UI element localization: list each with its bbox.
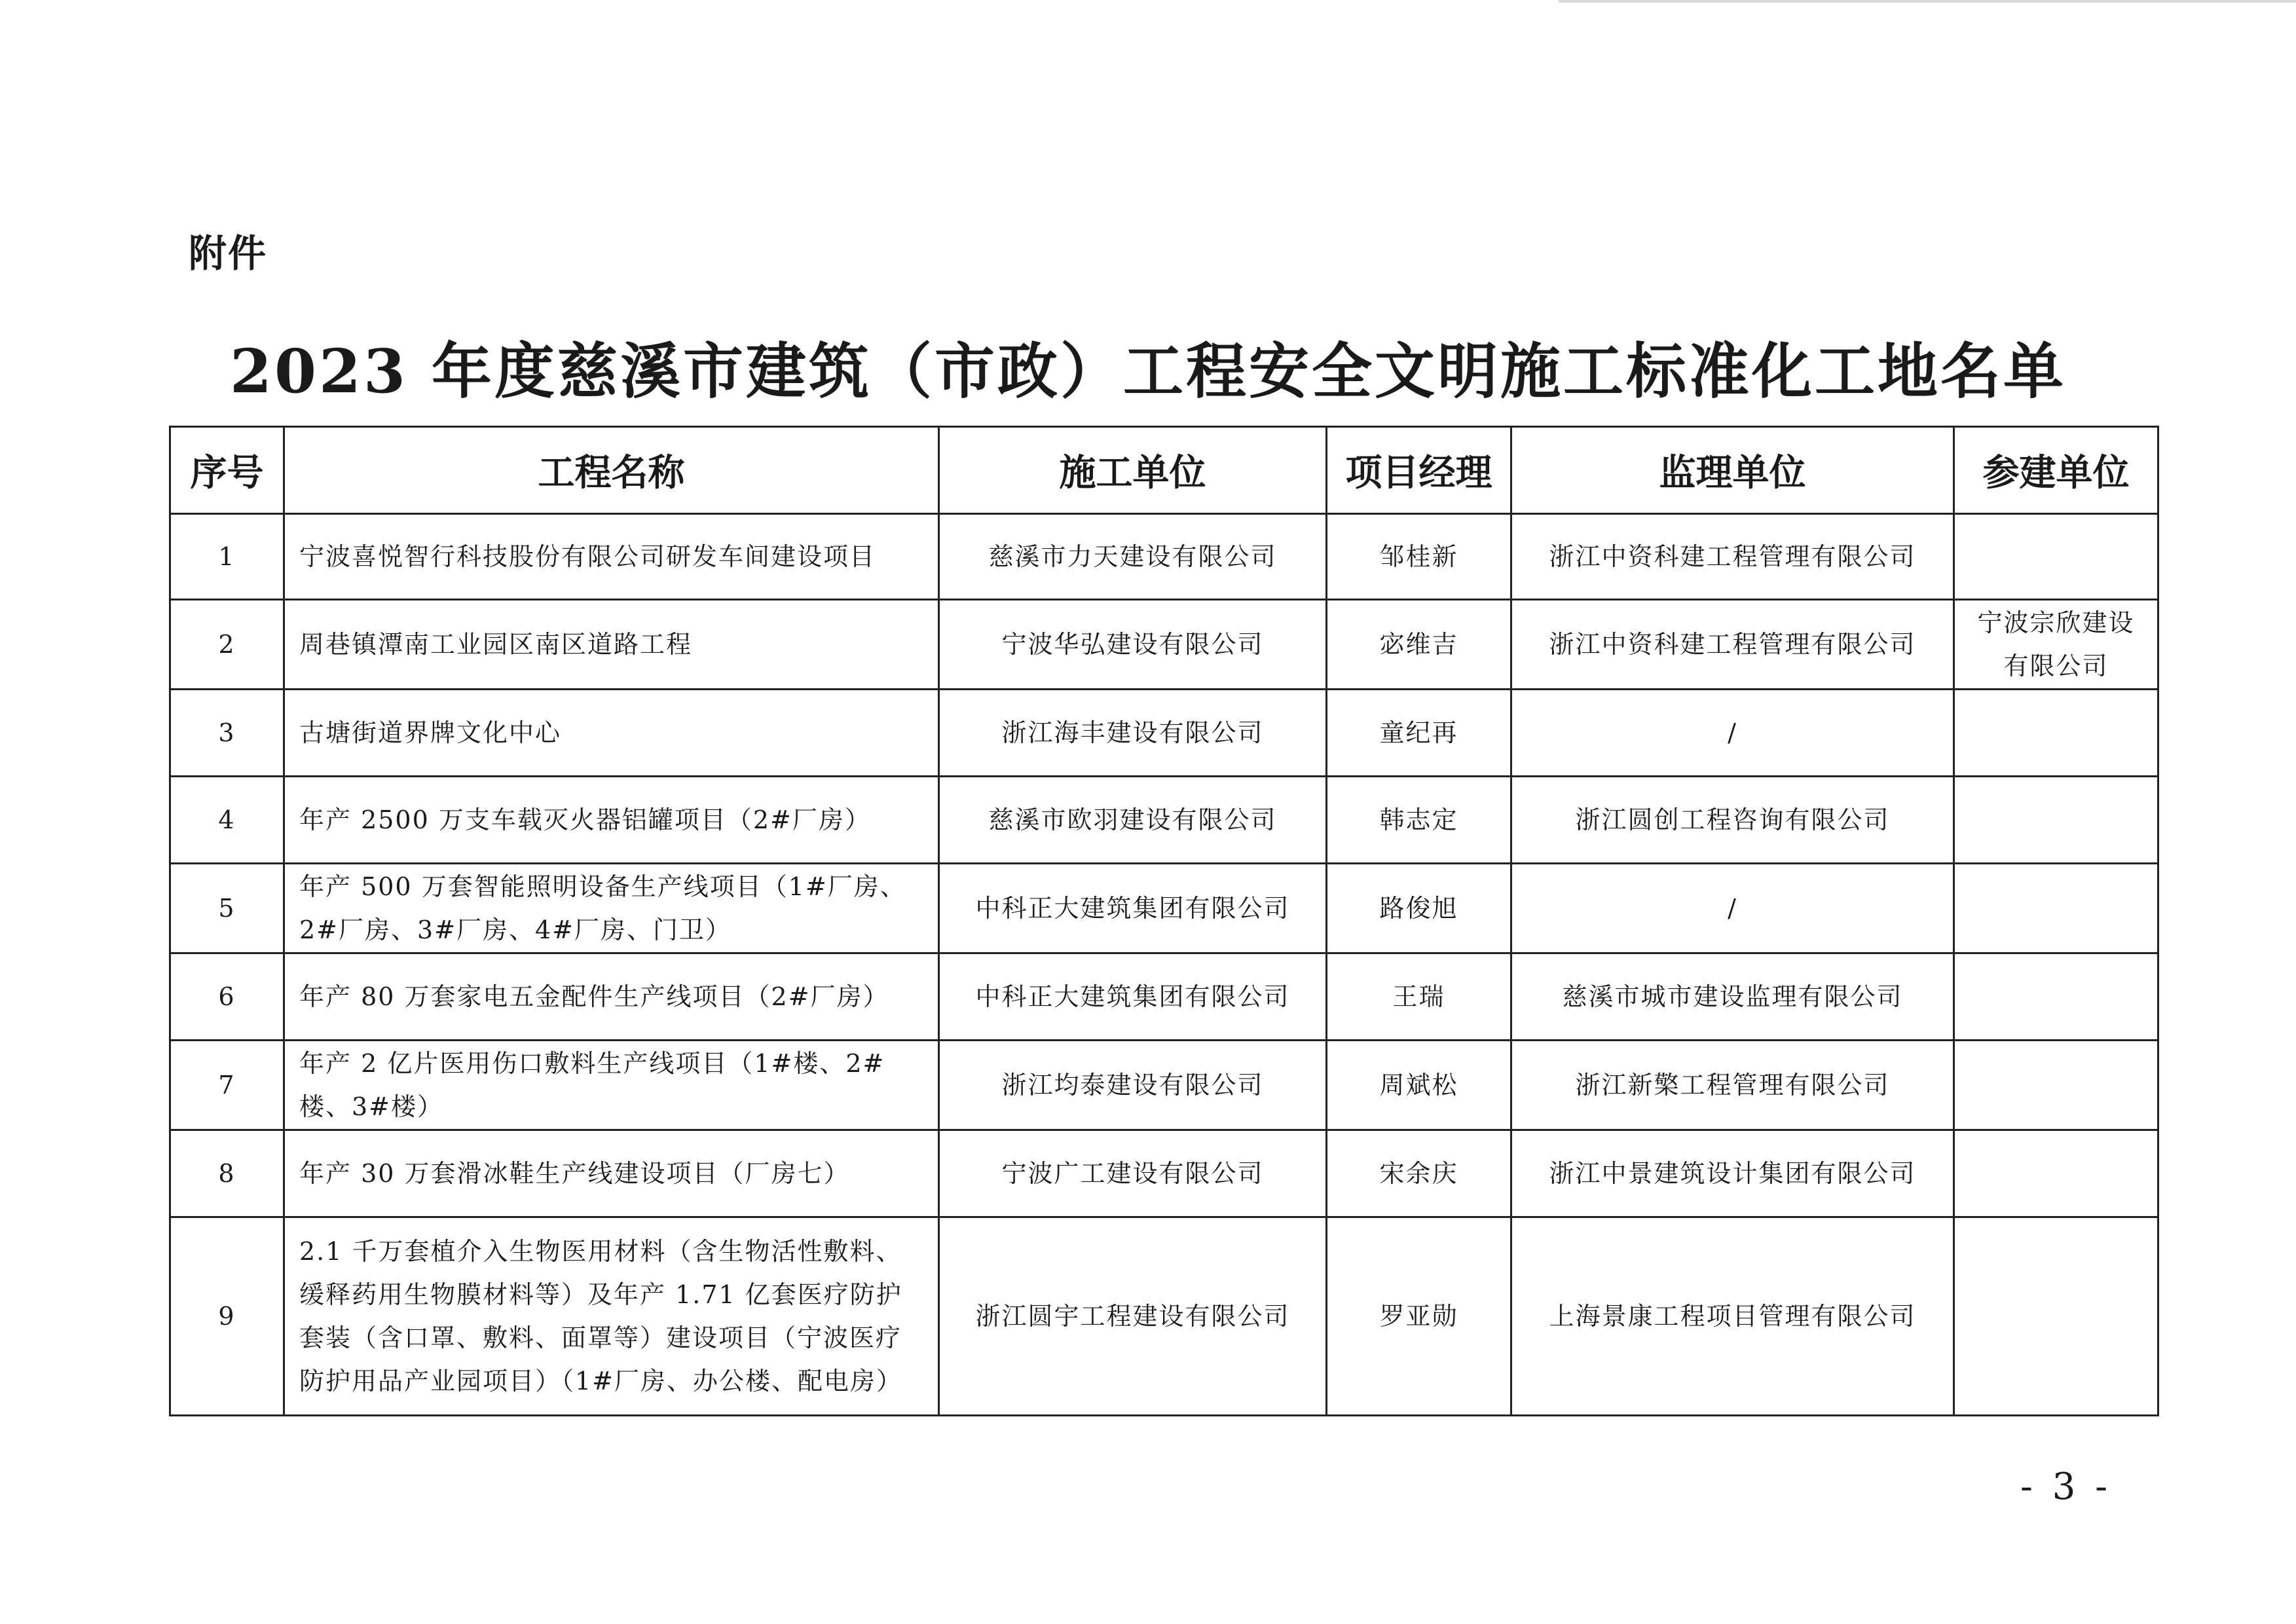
cell-participant [1954,1130,2158,1217]
cell-participant [1954,514,2158,600]
table-header-row [170,427,2158,514]
cell-manager: 邹桂新 [1327,514,1511,600]
cell-manager: 宓维吉 [1327,600,1511,690]
cell-seq: 2 [170,600,284,690]
table-row [170,864,2158,953]
cell-participant [1954,690,2158,777]
cell-project-name: 2.1 千万套植介入生物医用材料（含生物活性敷料、缓释药用生物膜材料等）及年产 1.71 亿套医疗防护套装（含口罩、敷料、面罩等）建设项目（宁波医疗防护用品产业园项目）（1#厂房、办公楼、配电房） [284,1217,939,1416]
table-row [170,1041,2158,1130]
cell-participant [1954,1217,2158,1416]
cell-project-name: 年产 2 亿片医用伤口敷料生产线项目（1#楼、2#楼、3#楼） [284,1041,939,1130]
table-row [170,1130,2158,1217]
cell-manager: 韩志定 [1327,777,1511,864]
cell-project-name: 古塘街道界牌文化中心 [284,690,939,777]
cell-supervisor: 浙江新檠工程管理有限公司 [1511,1041,1954,1130]
cell-supervisor: 浙江中景建筑设计集团有限公司 [1511,1130,1954,1217]
cell-participant: 宁波宗欣建设有限公司 [1954,600,2158,690]
cell-seq: 8 [170,1130,284,1217]
cell-builder: 宁波华弘建设有限公司 [939,600,1327,690]
scan-edge-shadow [1559,0,2296,3]
cell-supervisor: 浙江中资科建工程管理有限公司 [1511,600,1954,690]
cell-builder: 宁波广工建设有限公司 [939,1130,1327,1217]
cell-seq: 1 [170,514,284,600]
cell-supervisor: 浙江圆创工程咨询有限公司 [1511,777,1954,864]
header-manager: 项目经理 [1327,427,1511,514]
cell-builder: 中科正大建筑集团有限公司 [939,864,1327,953]
cell-manager: 童纪再 [1327,690,1511,777]
table-row [170,1217,2158,1416]
header-seq: 序号 [170,427,284,514]
cell-seq: 9 [170,1217,284,1416]
header-participant: 参建单位 [1954,427,2158,514]
cell-project-name: 宁波喜悦智行科技股份有限公司研发车间建设项目 [284,514,939,600]
cell-seq: 6 [170,953,284,1041]
cell-manager: 宋余庆 [1327,1130,1511,1217]
cell-builder: 浙江圆宇工程建设有限公司 [939,1217,1327,1416]
cell-supervisor: 上海景康工程项目管理有限公司 [1511,1217,1954,1416]
site-list-table [169,426,2159,1416]
cell-manager: 周斌松 [1327,1041,1511,1130]
cell-seq: 7 [170,1041,284,1130]
cell-supervisor: / [1511,690,1954,777]
cell-builder: 中科正大建筑集团有限公司 [939,953,1327,1041]
cell-supervisor: / [1511,864,1954,953]
cell-project-name: 年产 30 万套滑冰鞋生产线建设项目（厂房七） [284,1130,939,1217]
cell-manager: 王瑞 [1327,953,1511,1041]
header-builder: 施工单位 [939,427,1327,514]
document-title: 2023 年度慈溪市建筑（市政）工程安全文明施工标准化工地名单 [229,336,2067,407]
table-row [170,953,2158,1041]
table-row [170,777,2158,864]
cell-participant [1954,1041,2158,1130]
header-project-name: 工程名称 [284,427,939,514]
cell-project-name: 年产 80 万套家电五金配件生产线项目（2#厂房） [284,953,939,1041]
page-number: - 3 - [2020,1466,2112,1508]
cell-seq: 4 [170,777,284,864]
cell-manager: 罗亚勋 [1327,1217,1511,1416]
table-row [170,600,2158,690]
cell-seq: 3 [170,690,284,777]
table-row [170,690,2158,777]
cell-builder: 慈溪市力天建设有限公司 [939,514,1327,600]
cell-supervisor: 慈溪市城市建设监理有限公司 [1511,953,1954,1041]
cell-builder: 浙江海丰建设有限公司 [939,690,1327,777]
cell-project-name: 周巷镇潭南工业园区南区道路工程 [284,600,939,690]
cell-participant [1954,864,2158,953]
cell-project-name: 年产 2500 万支车载灭火器铝罐项目（2#厂房） [284,777,939,864]
cell-participant [1954,953,2158,1041]
cell-builder: 浙江均泰建设有限公司 [939,1041,1327,1130]
table-row [170,514,2158,600]
cell-project-name: 年产 500 万套智能照明设备生产线项目（1#厂房、2#厂房、3#厂房、4#厂房、门卫） [284,864,939,953]
cell-supervisor: 浙江中资科建工程管理有限公司 [1511,514,1954,600]
cell-manager: 路俊旭 [1327,864,1511,953]
cell-participant [1954,777,2158,864]
header-supervisor: 监理单位 [1511,427,1954,514]
cell-builder: 慈溪市欧羽建设有限公司 [939,777,1327,864]
cell-seq: 5 [170,864,284,953]
attachment-label: 附件 [189,231,268,276]
